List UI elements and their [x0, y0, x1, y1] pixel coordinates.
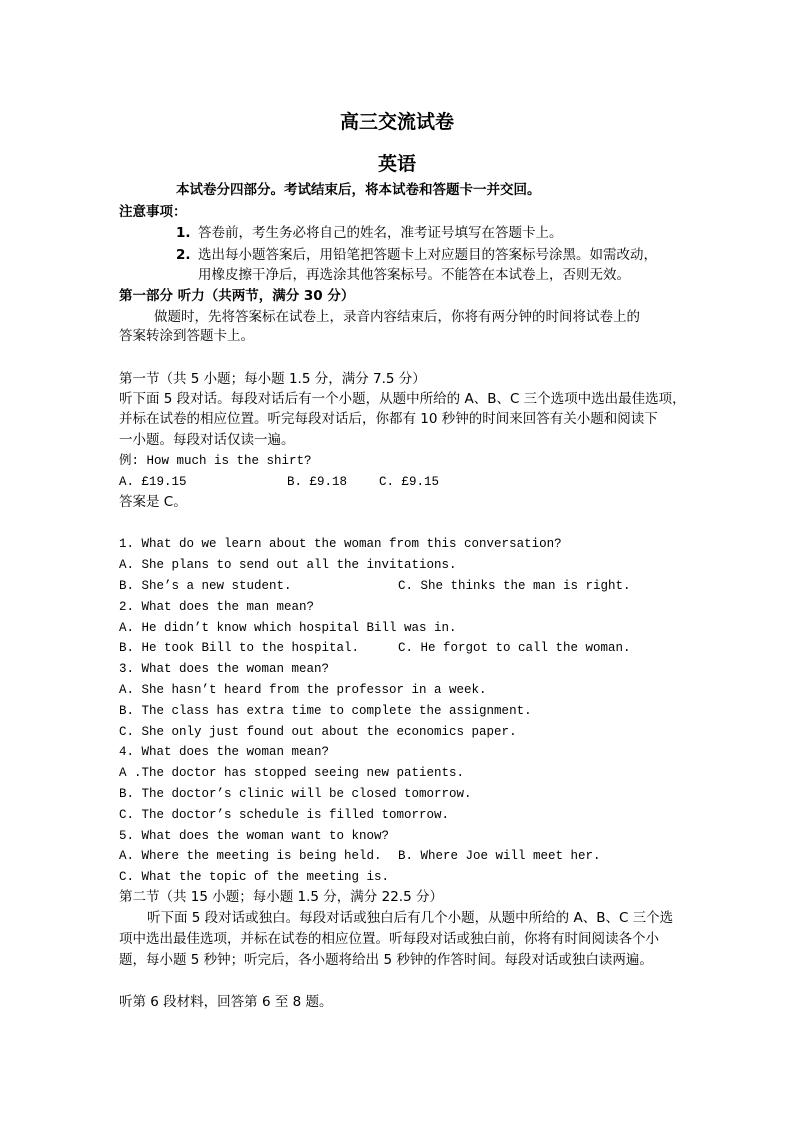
question-2-option-c: C. He forgot to call the woman. — [398, 641, 631, 655]
notice-item-2-cont: 用橡皮擦干净后，再选涂其他答案标号。不能答在本试卷上，否则无效。 — [198, 267, 630, 283]
notice-heading: 注意事项： — [119, 204, 187, 220]
example-question: 例: How much is the shirt? — [119, 454, 312, 468]
subject-title: 英语 — [377, 153, 416, 175]
question-3-option-c: C. She only just found out about the economics paper. — [119, 725, 517, 739]
notice-item-1 — [176, 223, 563, 243]
question-1: 1. What do we learn about the woman from this conversation? — [119, 537, 562, 551]
question-1-option-c: C. She thinks the man is right. — [398, 579, 631, 593]
question-5-option-a: A. Where the meeting is being held. — [119, 849, 382, 863]
example-option-c: C. £9.15 — [379, 475, 440, 489]
section2-heading: 第二节（共 15 小题；每小题 1.5 分，满分 22.5 分） — [119, 889, 443, 905]
section2-material: 听第 6 段材料，回答第 6 至 8 题。 — [119, 994, 333, 1010]
question-4-option-b: B. The doctor’s clinic will be closed tomorrow. — [119, 787, 472, 801]
section1-desc-3: 一小题。每段对话仅读一遍。 — [119, 432, 295, 448]
section1-heading: 第一节（共 5 小题；每小题 1.5 分，满分 7.5 分） — [119, 371, 426, 387]
notice-item-2-num: 2. — [176, 247, 191, 263]
intro-text: 本试卷分四部分。考试结束后，将本试卷和答题卡一并交回。 — [176, 182, 541, 198]
section2-desc-3: 题，每小题 5 秒钟；听完后，各小题将给出 5 秒钟的作答时间。每段对话或独白读两遍。 — [119, 952, 653, 968]
question-5-option-b: B. Where Joe will meet her. — [398, 849, 601, 863]
question-2-option-b: B. He took Bill to the hospital. — [119, 641, 360, 655]
example-answer: 答案是 C。 — [119, 494, 187, 510]
question-1-option-b: B. She’s a new student. — [119, 579, 292, 593]
notice-item-2-text: 选出每小题答案后，用铅笔把答题卡上对应题目的答案标号涂黑。如需改动， — [198, 247, 657, 263]
section1-desc-1: 听下面 5 段对话。每段对话后有一个小题，从题中所给的 A、B、C 三个选项中选出最佳选项， — [119, 391, 686, 407]
question-1-option-a: A. She plans to send out all the invitations. — [119, 558, 457, 572]
question-4: 4. What does the woman mean? — [119, 745, 330, 759]
question-2: 2. What does the man mean? — [119, 600, 315, 614]
exam-title: 高三交流试卷 — [339, 111, 454, 133]
question-3: 3. What does the woman mean? — [119, 662, 330, 676]
notice-item-1-num: 1. — [176, 225, 191, 241]
question-2-option-a: A. He didn’t know which hospital Bill was in. — [119, 621, 457, 635]
question-4-option-a: A .The doctor has stopped seeing new patients. — [119, 766, 465, 780]
question-5: 5. What does the woman want to know? — [119, 829, 390, 843]
question-3-option-a: A. She hasn’t heard from the professor in a week. — [119, 683, 487, 697]
section2-desc-1: 听下面 5 段对话或独白。每段对话或独白后有几个小题，从题中所给的 A、B、C 三个选 — [147, 910, 674, 926]
question-4-option-c: C. The doctor’s schedule is filled tomorrow. — [119, 808, 450, 822]
part1-desc-1: 做题时，先将答案标在试卷上，录音内容结束后，你将有两分钟的时间将试卷上的 — [154, 309, 640, 325]
section1-desc-2: 并标在试卷的相应位置。听完每段对话后，你都有 10 秒钟的时间来回答有关小题和阅读下 — [119, 411, 658, 427]
section2-desc-2: 项中选出最佳选项，并标在试卷的相应位置。听每段对话或独白前，你将有时间阅读各个小 — [119, 931, 659, 947]
notice-item-1-text: 答卷前，考生务必将自己的姓名，准考证号填写在答题卡上。 — [198, 225, 563, 241]
example-option-a: A. £19.15 — [119, 475, 187, 489]
part1-heading: 第一部分 听力（共两节，满分 30 分） — [119, 288, 355, 304]
example-option-b: B. £9.18 — [287, 475, 348, 489]
part1-desc-2: 答案转涂到答题卡上。 — [119, 328, 254, 344]
question-3-option-b: B. The class has extra time to complete the assignment. — [119, 704, 532, 718]
notice-item-2 — [176, 245, 657, 265]
question-5-option-c: C. What the topic of the meeting is. — [119, 870, 390, 884]
